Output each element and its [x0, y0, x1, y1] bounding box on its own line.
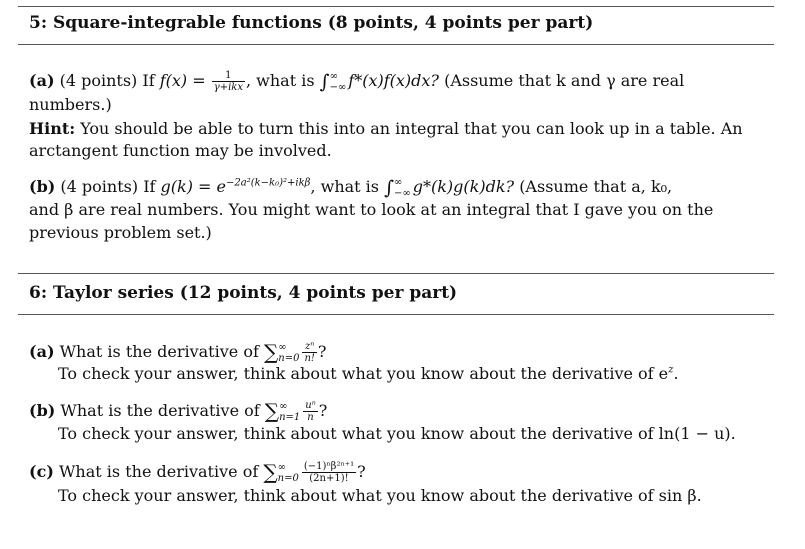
part-a-int-limits	[330, 71, 347, 93]
hint-line2: arctangent function may be involved.	[29, 141, 332, 160]
sum-upper: ∞	[277, 461, 286, 473]
s6-part-a-check-text: To check your answer, think about what you know about the derivative of e	[58, 364, 669, 383]
s6-part-a-qmark: ?	[317, 342, 327, 361]
section6-part-c-line1	[29, 460, 366, 484]
s6-part-a-fraction	[302, 341, 316, 364]
part-b-exponent: −2a²(k−k₀)²+ikβ	[226, 177, 311, 189]
hint-label: Hint:	[29, 119, 76, 138]
integral-sign: ∫	[384, 177, 395, 199]
part-a-points: (4 points) If	[59, 71, 155, 90]
part-b-int-limits	[394, 177, 411, 199]
section5-part-b-line1	[29, 176, 672, 199]
section5-title: 5: Square-integrable functions (8 points, 4 points per part)	[29, 13, 594, 33]
sum-lower: n=1	[279, 411, 301, 423]
sum-sign: ∑	[263, 340, 279, 364]
int-lower: −∞	[329, 81, 347, 93]
section6-title: 6: Taylor series (12 points, 4 points per part)	[29, 283, 458, 303]
sum-upper: ∞	[278, 341, 287, 353]
section6-part-a-line1	[29, 340, 326, 364]
s6-part-c-qmark: ?	[357, 462, 366, 481]
section5-part-a-line2: numbers.)	[29, 95, 112, 114]
section6-part-b-line1	[29, 399, 327, 423]
section5-part-b-line3: previous problem set.)	[29, 223, 212, 242]
part-a-frac-num: 1	[212, 70, 245, 82]
part-a-after-frac: , what is	[246, 71, 315, 90]
s6-part-a-check-end: .	[673, 364, 679, 383]
hint-text: You should be able to turn this into an integral that you can look up in a table. An	[80, 119, 743, 138]
sum-upper: ∞	[279, 400, 288, 412]
s6-part-c-question: What is the derivative of	[58, 462, 259, 481]
section6-title-rule	[18, 314, 774, 315]
sum-lower: n=0	[278, 352, 300, 364]
s6-part-b-question: What is the derivative of	[60, 401, 260, 420]
frac-den: n!	[304, 353, 315, 364]
part-a-label: (a)	[29, 71, 55, 90]
s6-part-c-sum-limits	[278, 462, 299, 484]
s6-part-b-qmark: ?	[318, 401, 328, 420]
part-b-after-exp: , what is	[310, 177, 380, 196]
part-a-fraction	[212, 70, 245, 93]
part-a-assume: (Assume that k and γ are real	[444, 71, 685, 90]
part-a-fx: f(x) =	[159, 71, 206, 90]
part-a-frac-den: γ+ikx	[213, 82, 243, 93]
part-a-integrand: f*(x)f(x)dx?	[348, 71, 439, 90]
s6-part-b-fraction	[303, 400, 318, 423]
section6-part-b-check: To check your answer, think about what you know about the derivative of ln(1 − u).	[58, 424, 736, 443]
section5-part-b-line2: and β are real numbers. You might want to look at an integral that I gave you on the	[29, 200, 714, 219]
section6-top-rule	[18, 273, 774, 274]
frac-num: uⁿ	[305, 400, 316, 411]
part-b-assume: (Assume that a, k₀,	[519, 177, 673, 196]
section6-part-a-check	[58, 364, 679, 384]
s6-part-b-label: (b)	[29, 401, 56, 420]
section5-part-a-line1	[29, 70, 684, 93]
frac-num: (−1)ⁿβ²ⁿ⁺¹	[303, 461, 355, 472]
s6-part-c-fraction	[302, 461, 356, 484]
s6-part-b-sum-limits	[279, 401, 300, 423]
int-lower: −∞	[394, 187, 411, 199]
sum-lower: n=0	[277, 472, 299, 484]
frac-den: (2n+1)!	[309, 473, 349, 484]
part-b-gk: g(k) = e	[160, 177, 226, 196]
hint-line1	[29, 119, 743, 139]
s6-part-a-check-sup: z	[668, 364, 674, 376]
part-b-label: (b)	[29, 177, 56, 196]
s6-part-a-sum-limits	[278, 342, 299, 364]
integral-sign: ∫	[319, 71, 330, 93]
section6-part-c-check: To check your answer, think about what you know about the derivative of sin β.	[58, 486, 702, 505]
frac-den: n	[307, 412, 314, 423]
s6-part-c-label: (c)	[29, 462, 54, 481]
s6-part-a-label: (a)	[29, 342, 55, 361]
sum-sign: ∑	[263, 460, 278, 484]
int-upper: ∞	[394, 176, 403, 188]
s6-part-a-question: What is the derivative of	[59, 342, 259, 361]
top-rule	[18, 6, 774, 7]
int-upper: ∞	[329, 70, 338, 82]
sum-sign: ∑	[264, 399, 280, 423]
part-b-integrand: g*(k)g(k)dk?	[412, 177, 515, 196]
frac-num: zⁿ	[302, 341, 316, 353]
section5-title-rule	[18, 44, 774, 45]
part-b-points: (4 points) If	[60, 177, 156, 196]
